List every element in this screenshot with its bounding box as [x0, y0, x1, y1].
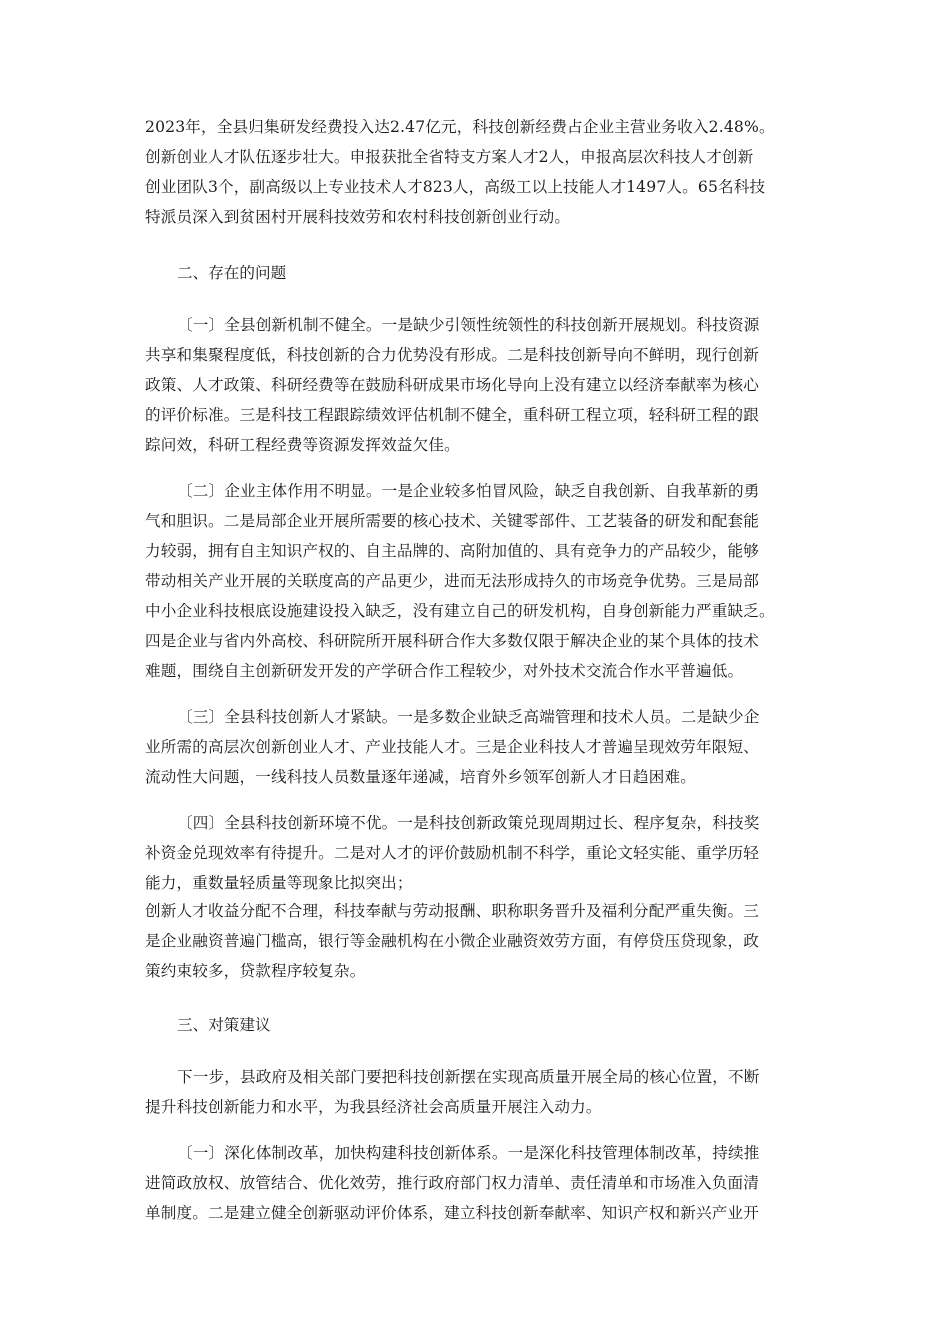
text-line: 提升科技创新能力和水平，为我县经济社会高质量开展注入动力。	[145, 1098, 602, 1116]
text-line: 进简政放权、放管结合、优化效劳，推行政府部门权力清单、责任清单和市场准入负面清	[145, 1174, 760, 1192]
document-page	[145, 112, 805, 1228]
text-line: 创新创业人才队伍逐步壮大。申报获批全省特支方案人才2人，申报高层次科技人才创新	[145, 148, 754, 166]
text-line: 四是企业与省内外高校、科研院所开展科研合作大多数仅限于解决企业的某个具体的技术	[145, 632, 760, 650]
text-line: 〔三〕全县科技创新人才紧缺。一是多数企业缺乏高端管理和技术人员。二是缺少企	[177, 708, 760, 726]
text-line: 〔一〕深化体制改革，加快构建科技创新体系。一是深化科技管理体制改革，持续推	[177, 1144, 760, 1162]
text-line: 策约束较多，贷款程序较复杂。	[145, 962, 366, 980]
text-line: 〔四〕全县科技创新环境不优。一是科技创新政策兑现周期过长、程序复杂，科技奖	[177, 814, 760, 832]
text-line: 业所需的高层次创新创业人才、产业技能人才。三是企业科技人才普遍呈现效劳年限短、	[145, 738, 760, 756]
text-line: 创新人才收益分配不合理，科技奉献与劳动报酬、职称职务晋升及福利分配严重失衡。三	[145, 902, 760, 920]
text-line: 下一步，县政府及相关部门要把科技创新摆在实现高质量开展全局的核心位置，不断	[177, 1068, 760, 1086]
text-line: 创业团队3个，副高级以上专业技术人才823人，高级工以上技能人才1497人。65名科技	[145, 178, 766, 196]
paragraph-suggestion-intro	[145, 1062, 805, 1122]
text-line: 〔二〕企业主体作用不明显。一是企业较多怕冒风险，缺乏自我创新、自我革新的勇	[177, 482, 760, 500]
text-line: 单制度。二是建立健全创新驱动评价体系，建立科技创新奉献率、知识产权和新兴产业开	[145, 1204, 760, 1222]
paragraph-problem-1	[145, 310, 805, 460]
text-line: 的评价标准。三是科技工程跟踪绩效评估机制不健全，重科研工程立项，轻科研工程的跟	[145, 406, 760, 424]
text-line: 特派员深入到贫困村开展科技效劳和农村科技创新创业行动。	[145, 208, 571, 226]
text-line: 共享和集聚程度低，科技创新的合力优势没有形成。二是科技创新导向不鲜明，现行创新	[145, 346, 760, 364]
text-line: 踪问效，科研工程经费等资源发挥效益欠佳。	[145, 436, 460, 454]
paragraph-problem-2	[145, 476, 805, 686]
text-line: 气和胆识。二是局部企业开展所需要的核心技术、关键零部件、工艺装备的研发和配套能	[145, 512, 760, 530]
text-line: 带动相关产业开展的关联度高的产品更少，进而无法形成持久的市场竞争优势。三是局部	[145, 572, 760, 590]
text-line: 政策、人才政策、科研经费等在鼓励科研成果市场化导向上没有建立以经济奉献率为核心	[145, 376, 760, 394]
paragraph-funding-talent	[145, 112, 805, 232]
section-heading-suggestions: 三、对策建议	[177, 1016, 271, 1034]
paragraph-problem-3	[145, 702, 805, 792]
text-line: 能力，重数量轻质量等现象比拟突出；	[145, 874, 413, 892]
text-line: 流动性大问题，一线科技人员数量逐年递减，培育外乡领军创新人才日趋困难。	[145, 768, 697, 786]
text-line: 难题，围绕自主创新研发开发的产学研合作工程较少，对外技术交流合作水平普遍低。	[145, 662, 744, 680]
text-line: 补资金兑现效率有待提升。二是对人才的评价鼓励机制不科学，重论文轻实能、重学历轻	[145, 844, 760, 862]
section-heading-problems: 二、存在的问题	[177, 264, 287, 282]
text-line: 2023年，全县归集研发经费投入达2.47亿元，科技创新经费占企业主营业务收入2.48%。	[145, 118, 775, 136]
text-line: 〔一〕全县创新机制不健全。一是缺少引领性统领性的科技创新开展规划。科技资源	[177, 316, 760, 334]
paragraph-problem-4	[145, 808, 805, 898]
text-line: 是企业融资普遍门槛高，银行等金融机构在小微企业融资效劳方面，有停贷压贷现象，政	[145, 932, 760, 950]
paragraph-problem-4-continued	[145, 896, 805, 986]
text-line: 力较弱，拥有自主知识产权的、自主品牌的、高附加值的、具有竞争力的产品较少，能够	[145, 542, 760, 560]
text-line: 中小企业科技根底设施建设投入缺乏，没有建立自己的研发机构，自身创新能力严重缺乏。	[145, 602, 775, 620]
paragraph-suggestion-1	[145, 1138, 805, 1228]
